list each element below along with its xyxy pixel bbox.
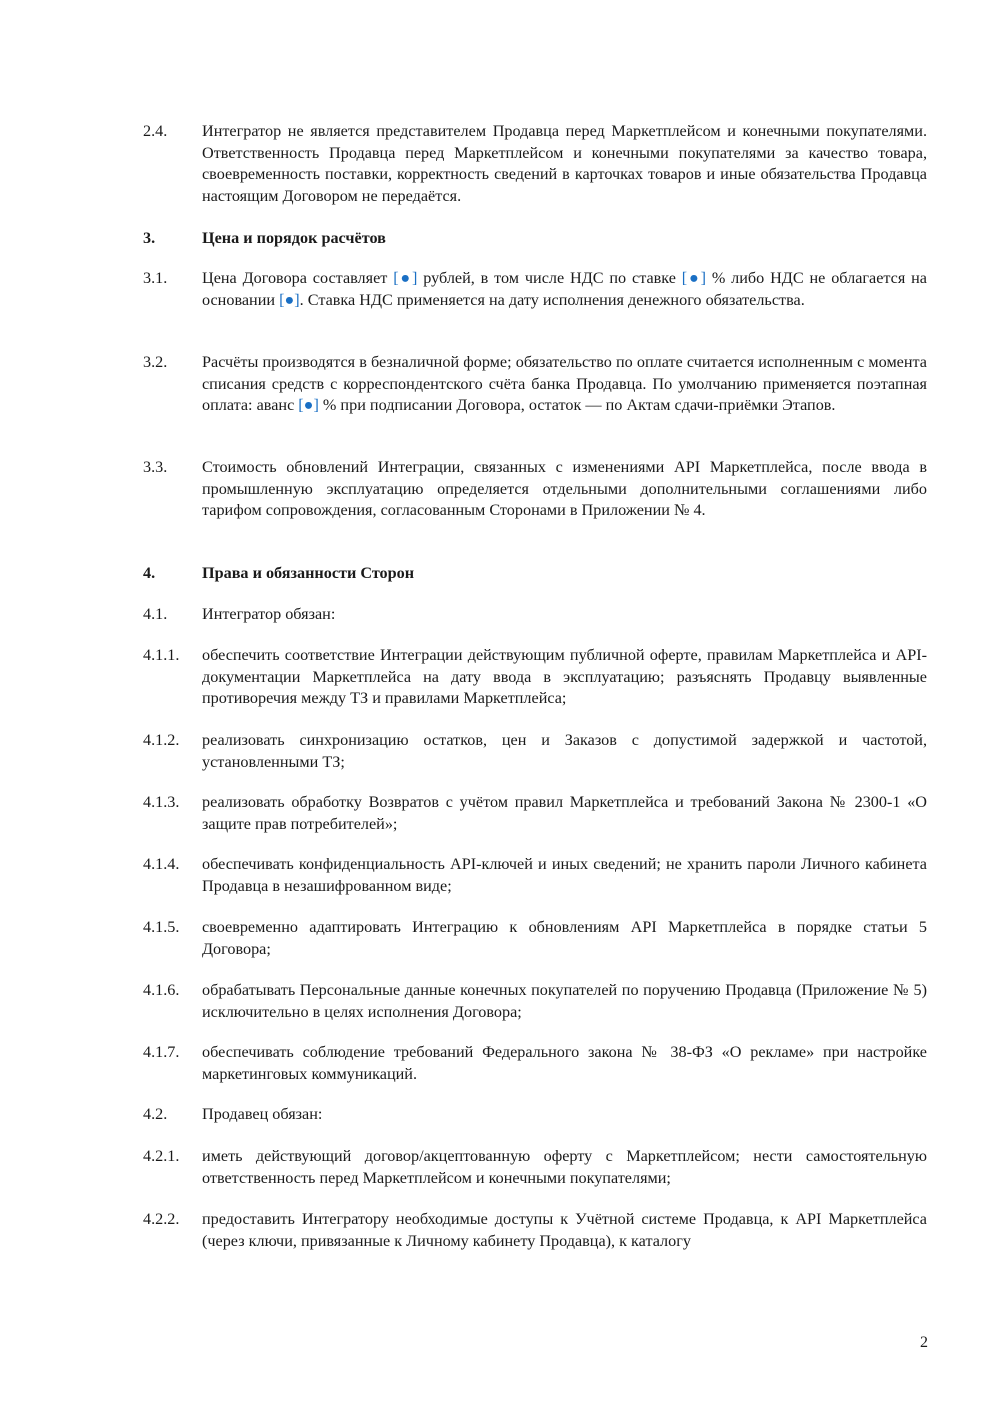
clause: [143, 1146, 927, 1189]
clause-number: 3.3.: [143, 458, 168, 476]
placeholder-marker: [●]: [298, 396, 319, 414]
clause-number: 3.: [143, 229, 156, 247]
clause-text: [202, 645, 927, 710]
text-run: Продавец обязан:: [202, 1105, 323, 1123]
clause-text: [202, 604, 927, 626]
clause: [143, 121, 927, 207]
clause-text: [202, 917, 927, 960]
clause-number: 3.1.: [143, 269, 168, 287]
clause: [143, 1042, 927, 1085]
clause-text: [202, 457, 927, 522]
text-run: Права и обязанности Сторон: [202, 564, 415, 582]
placeholder-marker: [●]: [681, 269, 706, 287]
clause-text: [202, 792, 927, 835]
clause-number: 4.1.4.: [143, 855, 180, 873]
clause-number: 4.1.: [143, 605, 168, 623]
clause-number: 4.1.2.: [143, 731, 180, 749]
text-run: обеспечивать конфиденциальность API-ключей и иных сведений; не хранить пароли Личного кабинета Продавца в незашифрованном виде;: [202, 855, 927, 895]
clause-text: [202, 980, 927, 1023]
text-run: обеспечить соответствие Интеграции действующим публичной оферте, правилам Маркетплейса и API-документации Маркетплейса на дату ввода в эксплуатацию; разъяснять Продавцу выявленные противоречия между ТЗ и правилами Маркетплейса;: [202, 646, 927, 707]
clause-text: [202, 121, 927, 207]
placeholder-marker: [●]: [393, 269, 418, 287]
clause-number: 4.2.1.: [143, 1147, 180, 1165]
clause-text: [202, 268, 927, 311]
text-run: Стоимость обновлений Интеграции, связанных с изменениями API Маркетплейса, после ввода в промышленную эксплуатацию определяется отдельными дополнительными соглашениями либо тарифом сопровождения, согласованным Сторонами в Приложении № 4.: [202, 458, 927, 519]
text-run: Расчёты производятся в безналичной форме; обязательство по оплате считается исполненным с момента списания средств с корреспондентского счёта банка Продавца. По умолчанию применяется поэтапная оплата: аванс: [202, 353, 927, 414]
clause: [143, 604, 927, 626]
clause-text: [202, 1146, 927, 1189]
text-run: реализовать синхронизацию остатков, цен и Заказов с допустимой задержкой и частотой, установленными ТЗ;: [202, 731, 927, 771]
clause-text: [202, 1209, 927, 1252]
section-heading: [143, 563, 927, 585]
text-run: Цена и порядок расчётов: [202, 229, 386, 247]
clause-text: [202, 1104, 927, 1126]
clause-text: [202, 730, 927, 773]
section-title: [202, 563, 927, 585]
clause-text: [202, 1042, 927, 1085]
section-heading: [143, 228, 927, 250]
clause: [143, 917, 927, 960]
clause-number: 4.1.7.: [143, 1043, 180, 1061]
clause-text: [202, 352, 927, 417]
text-run: обеспечивать соблюдение требований Федерального закона № 38-ФЗ «О рекламе» при настройке маркетинговых коммуникаций.: [202, 1043, 927, 1083]
clause-number: 4.: [143, 564, 156, 582]
text-run: Интегратор обязан:: [202, 605, 336, 623]
text-run: предоставить Интегратору необходимые доступы к Учётной системе Продавца, к API Маркетплейса (через ключи, привязанные к Личному кабинету Продавца), к каталогу: [202, 1210, 927, 1250]
clause-number: 4.2.: [143, 1105, 168, 1123]
clause-number: 4.2.2.: [143, 1210, 180, 1228]
text-run: . Ставка НДС применяется на дату исполнения денежного обязательства.: [299, 290, 805, 309]
clause: [143, 730, 927, 773]
text-run: Интегратор не является представителем Продавца перед Маркетплейсом и конечными покупателями. Ответственность Продавца перед Маркетплейсом и конечными покупателями за качество товара, своевременность поставки, корректность сведений в карточках товаров и иные обязательства Продавца настоящим Договором не передаётся.: [202, 122, 927, 205]
text-run: рублей, в том числе НДС по ставке: [417, 269, 682, 287]
clause-number: 3.2.: [143, 353, 168, 371]
clause: [143, 980, 927, 1023]
clause: [143, 352, 927, 417]
clause: [143, 792, 927, 835]
clause-number: 2.4.: [143, 122, 168, 140]
clause: [143, 1104, 927, 1126]
clause: [143, 645, 927, 710]
clause: [143, 457, 927, 522]
text-run: своевременно адаптировать Интеграцию к обновлениям API Маркетплейса в порядке статьи 5 Договора;: [202, 918, 927, 958]
clause-number: 4.1.5.: [143, 918, 180, 936]
text-run: иметь действующий договор/акцептованную оферту с Маркетплейсом; нести самостоятельную ответственность перед Маркетплейсом и конечными покупателями;: [202, 1147, 927, 1187]
clause-number: 4.1.1.: [143, 646, 180, 664]
clause: [143, 854, 927, 897]
placeholder-marker: [●]: [279, 290, 300, 309]
page-number: 2: [920, 1334, 928, 1351]
text-run: % при подписании Договора, остаток — по Актам сдачи-приёмки Этапов.: [318, 396, 836, 414]
clause-number: 4.1.3.: [143, 793, 180, 811]
clause-number: 4.1.6.: [143, 981, 180, 999]
text-run: реализовать обработку Возвратов с учётом правил Маркетплейса и требований Закона № 2300-1 «О защите прав потребителей»;: [202, 793, 927, 833]
text-run: % либо НДС не облагается на основании: [202, 269, 927, 309]
section-title: [202, 228, 927, 250]
text-run: Цена Договора составляет: [202, 269, 394, 287]
clause: [143, 268, 927, 311]
clause-text: [202, 854, 927, 897]
clause: [143, 1209, 927, 1252]
text-run: обрабатывать Персональные данные конечных покупателей по поручению Продавца (Приложение № 5) исключительно в целях исполнения Договора;: [202, 981, 927, 1021]
